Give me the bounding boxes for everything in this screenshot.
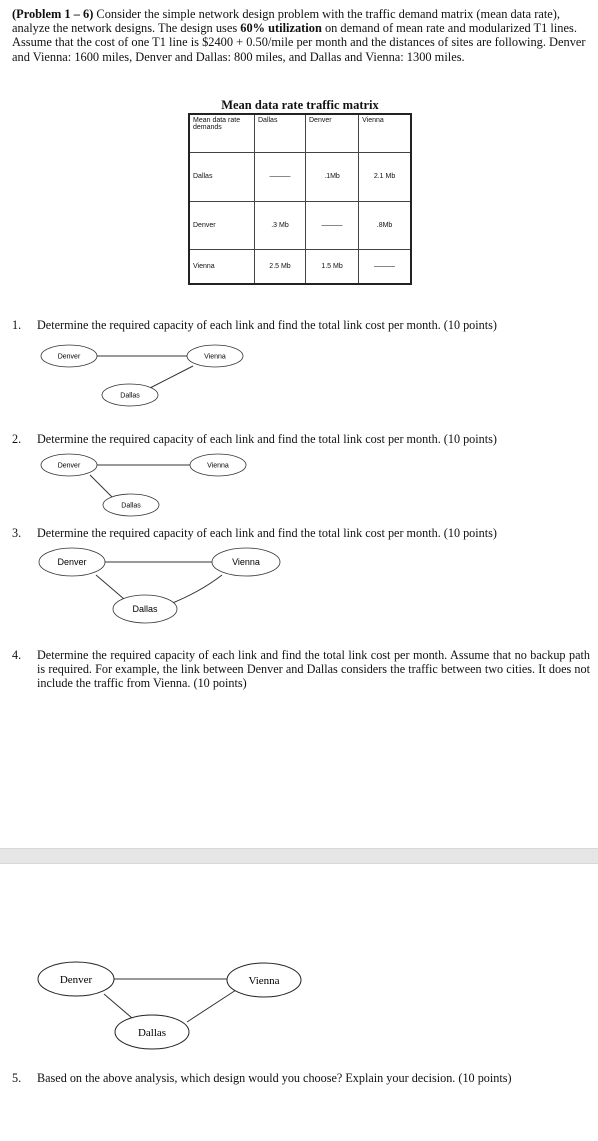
matrix-col-header: Dallas xyxy=(255,114,306,152)
node-label-vienna: Vienna xyxy=(207,462,229,470)
node-label-vienna: Vienna xyxy=(204,353,226,361)
link-denver-dallas xyxy=(104,994,132,1018)
matrix-col-header: Denver xyxy=(306,114,359,152)
question-number: 5. xyxy=(12,1071,22,1085)
node-label-dallas: Dallas xyxy=(120,392,140,400)
question-number: 1. xyxy=(12,318,22,332)
node-label-denver: Denver xyxy=(57,353,81,361)
node-label-vienna: Vienna xyxy=(232,557,260,567)
node-label-vienna: Vienna xyxy=(248,975,280,987)
node-label-dallas: Dallas xyxy=(137,1027,167,1039)
intro-utilization: 60% utilization xyxy=(240,21,322,36)
matrix-cell: 2.5 Mb xyxy=(255,250,306,284)
question-text: Based on the above analysis, which design would you choose? Explain your decision. (10 points) xyxy=(37,1071,512,1085)
question-number: 2. xyxy=(12,432,22,446)
intro-lead: (Problem 1 – 6) xyxy=(12,7,94,21)
question-text: Determine the required capacity of each link and find the total link cost per month. Assume that no backup path is required. For example, the link between Denver and Dallas considers the traffic between two cities. It does not include the traffic from Vienna. (10 points) xyxy=(37,648,590,691)
question-text: Determine the required capacity of each link and find the total link cost per month. (10 points) xyxy=(37,432,497,446)
matrix-cell: .3 Mb xyxy=(255,201,306,250)
matrix-cell: 2.1 Mb xyxy=(359,152,411,201)
matrix-row-label: Dallas xyxy=(189,152,255,201)
matrix-row-label: Denver xyxy=(189,201,255,250)
link-vienna-dallas xyxy=(187,990,236,1022)
matrix-cell: 1.5 Mb xyxy=(306,250,359,284)
node-label-dallas: Dallas xyxy=(121,502,141,510)
question-number: 3. xyxy=(12,526,22,540)
matrix-cell: .8Mb xyxy=(359,201,411,250)
node-label-dallas: Dallas xyxy=(132,604,158,614)
node-label-denver: Denver xyxy=(57,557,87,567)
question-text: Determine the required capacity of each link and find the total link cost per month. (10 points) xyxy=(37,526,497,540)
node-label-denver: Denver xyxy=(59,974,93,986)
matrix-cell: ——— xyxy=(359,250,411,284)
intro-part1: Consider the simple network design problem with the traffic demand matrix (mean data rate), analyze the network designs. The design uses xyxy=(12,7,561,36)
question-number: 4. xyxy=(12,648,22,662)
intro-part2: on demand of mean rate and modularized T1 lines. Assume that the cost of one T1 line is $2400 + 0.50/mile per month and the distances of sites are following. Denver and Vienna: 1600 miles, Denver and Dallas: 800 miles, and Dallas and Vienna: 1300 miles. xyxy=(12,21,586,64)
matrix-row-label: Vienna xyxy=(189,250,255,284)
node-label-denver: Denver xyxy=(57,462,81,470)
matrix-cell: ——— xyxy=(306,201,359,250)
matrix-title: Mean data rate traffic matrix xyxy=(221,98,379,112)
matrix-corner: Mean data rate demands xyxy=(189,114,255,152)
matrix-cell: .1Mb xyxy=(306,152,359,201)
question-text: Determine the required capacity of each link and find the total link cost per month. (10 points) xyxy=(37,318,497,332)
matrix-cell: ——— xyxy=(255,152,306,201)
matrix-col-header: Vienna xyxy=(359,114,411,152)
